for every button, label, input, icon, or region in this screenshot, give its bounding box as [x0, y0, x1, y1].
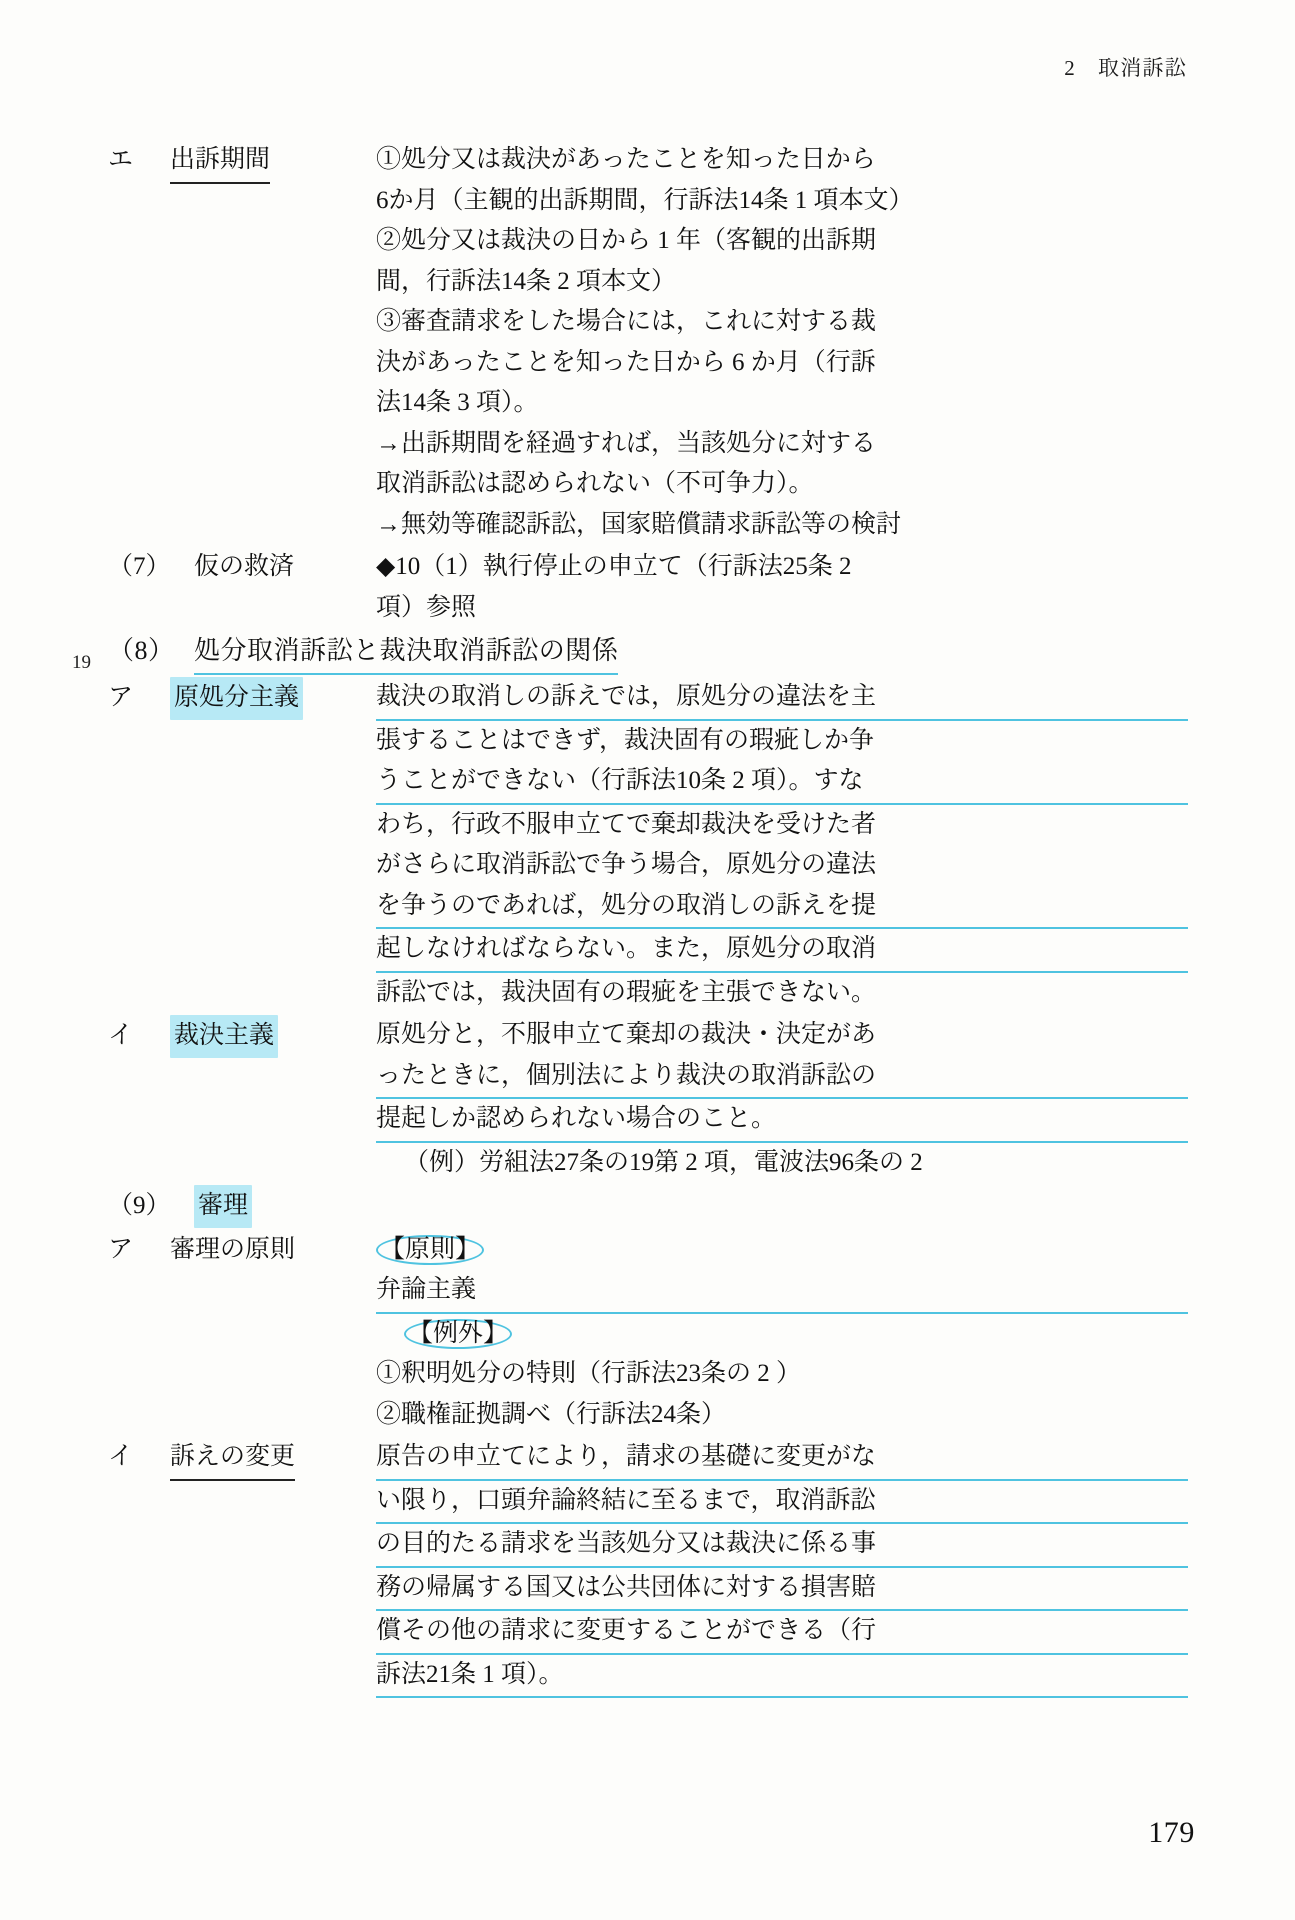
- entry-label-text: 訴えの変更: [170, 1437, 295, 1481]
- body-line: 【原則】: [376, 1235, 484, 1265]
- body-line: 項）参照: [376, 593, 477, 621]
- body-line: 取消訴訟は認められない（不可争力）。: [376, 470, 814, 497]
- running-header: [1064, 52, 1187, 82]
- body-line: 起しなければならない。また，原処分の取消: [376, 929, 1188, 973]
- entry-body: [376, 1015, 1188, 1183]
- entry-label-text: 審理: [194, 1185, 252, 1228]
- entry-marker: （9）: [108, 1192, 171, 1220]
- header-section-title: 取消訴訟: [1097, 56, 1187, 80]
- body-line: 償その他の請求に変更することができる（行: [376, 1611, 1188, 1655]
- body-line: うことができない（行訴法10条 2 項）。すな: [376, 761, 1188, 805]
- entry-body: [376, 140, 1188, 545]
- body-line: ①釈明処分の特則（行訴法23条の 2 ）: [376, 1360, 802, 1388]
- entry-label: [108, 547, 376, 588]
- body-line: →出訴期間を経過すれば，当該処分に対する: [376, 429, 877, 457]
- body-line: 提起しか認められない場合のこと。: [376, 1099, 1188, 1143]
- body-line: （例）労組法27条の19第 2 項，電波法96条の 2: [404, 1148, 923, 1176]
- body-line-wrap: [376, 1230, 1188, 1271]
- entry-shusso-kikan: [108, 140, 1188, 545]
- body-line: ③審査請求をした場合には，これに対する裁: [376, 308, 877, 335]
- body-line: 訴訟では，裁決固有の瑕疵を主張できない。: [376, 978, 877, 1006]
- entry-saiketsu-shugi: [108, 1015, 1188, 1183]
- entry-marker: ア: [108, 684, 134, 712]
- body-line: 弁論主義: [376, 1270, 1188, 1314]
- entry-marker: （8）: [108, 636, 175, 665]
- entry-marker: ア: [108, 1235, 134, 1263]
- document-body: [108, 140, 1188, 1700]
- body-line: ②職権証拠調べ（行訴法24条）: [376, 1400, 727, 1428]
- entry-label: [108, 1185, 376, 1228]
- body-line: わち，行政不服申立てで棄却裁決を受けた者: [376, 810, 877, 838]
- entry-label-text: 裁決主義: [170, 1015, 278, 1058]
- header-section-number: 2: [1064, 56, 1076, 80]
- body-line: を争うのであれば，処分の取消しの訴えを提: [376, 886, 1188, 930]
- body-line: 間，行訴法14条 2 項本文）: [376, 267, 677, 295]
- entry-marker: （7）: [108, 553, 171, 580]
- body-line: 張することはできず，裁決固有の瑕疵しか争: [376, 726, 875, 754]
- body-line: ◆10（1）執行停止の申立て（行訴法25条 2: [376, 553, 852, 580]
- entry-genshobun-shugi: [108, 677, 1188, 1013]
- body-line: 裁決の取消しの訴えでは，原処分の違法を主: [376, 677, 1188, 721]
- entry-label: [108, 630, 618, 675]
- body-line: 6か月（主観的出訴期間，行訴法14条 1 項本文）: [376, 186, 914, 214]
- entry-marker: イ: [108, 1443, 134, 1471]
- entry-body: [376, 1437, 1188, 1698]
- body-line: ったときに，個別法により裁決の取消訴訟の: [376, 1056, 1188, 1100]
- entry-label: [108, 1437, 376, 1481]
- entry-label: [108, 1230, 376, 1271]
- body-line: ②処分又は裁決の日から 1 年（客観的出訴期: [376, 227, 877, 254]
- body-line: 決があったことを知った日から 6 か月（行訴: [376, 348, 876, 376]
- entry-body: [376, 677, 1188, 1013]
- entry-label-text: 出訴期間: [170, 140, 270, 184]
- body-line: ①処分又は裁決があったことを知った日から: [376, 146, 876, 173]
- body-line: 原処分と，不服申立て棄却の裁決・決定があ: [376, 1021, 877, 1049]
- entry-uttae-no-henko: [108, 1437, 1188, 1698]
- body-line: 法14条 3 項）。: [376, 389, 539, 416]
- body-line: 訴法21条 1 項）。: [376, 1655, 1188, 1699]
- entry-label-text: 審理の原則: [170, 1235, 296, 1263]
- entry-label-text: 原処分主義: [170, 677, 303, 720]
- entry-body: [376, 1230, 1188, 1436]
- page-number: 179: [1148, 1816, 1195, 1849]
- entry-shinri-no-gensoku: [108, 1230, 1188, 1436]
- margin-note-number: 19: [72, 652, 91, 673]
- body-line: →無効等確認訴訟，国家賠償請求訴訟等の検討: [376, 510, 902, 538]
- body-line: 原告の申立てにより，請求の基礎に変更がな: [376, 1437, 1188, 1481]
- body-line: がさらに取消訴訟で争う場合，原処分の違法: [376, 851, 877, 879]
- entry-label: [108, 1015, 376, 1058]
- entry-shinri: [108, 1185, 1188, 1228]
- entry-label-text: 仮の救済: [194, 553, 295, 580]
- entry-label-text: 処分取消訴訟と裁決取消訴訟の関係: [194, 630, 618, 675]
- body-line: の目的たる請求を当該処分又は裁決に係る事: [376, 1524, 1188, 1568]
- entry-marker: イ: [108, 1022, 134, 1050]
- entry-kari-no-kyusai: [108, 547, 1188, 628]
- body-line: い限り，口頭弁論終結に至るまで，取消訴訟: [376, 1481, 1188, 1525]
- entry-heading-kankei: [108, 630, 1188, 675]
- body-line: 務の帰属する国又は公共団体に対する損害賠: [376, 1568, 1188, 1612]
- entry-body: [376, 547, 1188, 628]
- body-line-wrap: [376, 1314, 1188, 1355]
- body-line: 【例外】: [404, 1319, 512, 1349]
- entry-marker: エ: [108, 146, 134, 173]
- entry-label: [108, 140, 376, 184]
- entry-label: [108, 677, 376, 720]
